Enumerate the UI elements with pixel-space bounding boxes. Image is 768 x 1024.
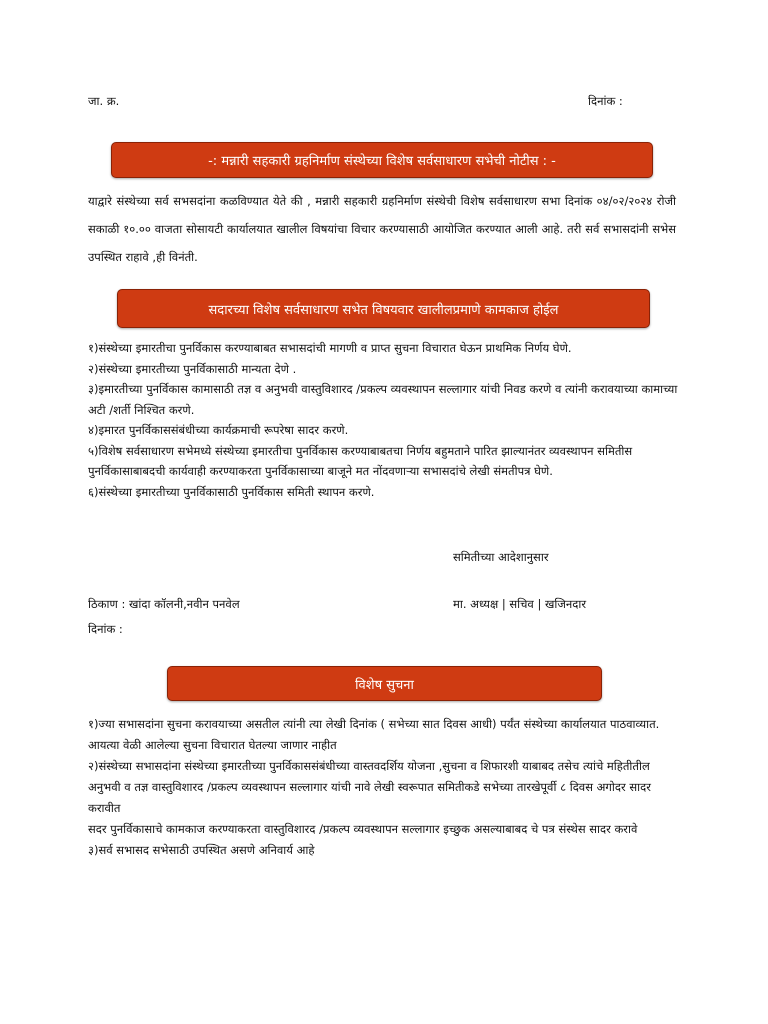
footer-date-label: दिनांक :: [88, 622, 123, 636]
special-note: १)ज्या सभासदांना सुचना करावयाच्या असतील त्यांनी त्या लेखी दिनांक ( सभेच्या सात दिवस आधी) पर्यंत संस्थेच्या कार्यालयात पाठवाव्यात. आयत्या वेळी आलेल्या सुचना विचारात घेतल्या जाणार नाहीत: [88, 717, 660, 752]
special-notes-title: विशेष सुचना: [355, 677, 414, 693]
agenda-item: ४)इमारत पुनर्विकाससंबंधीच्या कार्यक्रमाची रूपरेषा सादर करणे.: [88, 423, 349, 437]
notice-title: -: मन्नारी सहकारी ग्रहनिर्माण संस्थेच्या विशेष सर्वसाधारण सभेची नोटीस : -: [208, 154, 556, 169]
agenda-title: सदारच्या विशेष सर्वसाधारण सभेत विषयवार खालीलप्रमाणे कामकाज होईल: [208, 302, 559, 318]
signatories-line: मा. अध्यक्ष | सचिव | खजिनदार: [453, 597, 587, 611]
special-notes-list: [88, 714, 684, 861]
agenda-item: ६)संस्थेच्या इमारतीच्या पुनर्विकासाठी पुनर्विकास समिती स्थापन करणे.: [88, 484, 375, 499]
notice-title-banner: [111, 142, 653, 178]
reference-number-label: जा. क्र.: [88, 94, 120, 108]
committee-order: समितीच्या आदेशानुसार: [453, 550, 549, 564]
place-line: ठिकाण : खांदा कॉलनी,नवीन पनवेल: [88, 597, 240, 611]
date-label: दिनांक :: [588, 94, 623, 108]
intro-paragraph: याद्वारे संस्थेच्या सर्व सभसदांना कळविण्यात येते की , मन्नारी सहकारी ग्रहनिर्माण संस्थेची विशेष सर्वसाधारण सभा दिनांक ०४/०२/२०२४ रोजी सकाळी १०.०० वाजता सोसायटी कार्यालयात खालील विषयांचा विचार करण्यासाठी आयोजित करण्यात आली आहे. तरी सर्व सभासदांनी सभेस उपस्थित राहावे ,ही विनंती.: [88, 194, 676, 264]
agenda-item: ३)इमारतीच्या पुनर्विकास कामासाठी तज्ञ व अनुभवी वास्तुविशारद /प्रकल्प व्यवस्थापन सल्लागार यांची निवड करणे व त्यांनी करावयाच्या कामाच्या अटी /शर्ती निश्चित करणे.: [88, 382, 678, 417]
agenda-item: १)संस्थेच्या इमारतीचा पुनर्विकास करण्याबाबत सभासदांची मागणी व प्राप्त सुचना विचारात घेऊन प्राथमिक निर्णय घेणे.: [88, 341, 572, 355]
agenda-list: [88, 338, 678, 502]
special-note: ३)सर्व सभासद सभेसाठी उपस्थित असणे अनिवार्य आहे: [88, 843, 315, 857]
special-note: सदर पुनर्विकासाचे कामकाज करण्याकरता वास्तुविशारद /प्रकल्प व्यवस्थापन सल्लागार इच्छुक असल्याबाबद चे पत्र संस्थेस सादर करावे: [88, 822, 638, 836]
agenda-item: ५)विशेष सर्वसाधारण सभेमध्ये संस्थेच्या इमारतीचा पुनर्विकास करण्याबाबतचा निर्णय बहुमताने पारित झाल्यानंतर व्यवस्थापन समितीस पुनर्विकासाबाबदची कार्यवाही करण्याकरता पुनर्विकासाच्या बाजूने मत नोंदवणाऱ्या सभासदांचे लेखी संमतीपत्र घेणे.: [88, 443, 633, 478]
special-note: २)संस्थेच्या सभासदांना संस्थेच्या इमारतीच्या पुनर्विकाससंबंधीच्या वास्तवदर्शिय योजना ,सुचना व शिफारशी याबाबद तसेच त्यांचे महितीतील अनुभवी व तज्ञ वास्तुविशारद /प्रकल्प व्यवस्थापन सल्लागार यांची नावे लेखी स्वरूपात समितीकडे सभेच्या तारखेपूर्वी ८ दिवस अगोदर सादर करावीत: [88, 759, 651, 815]
special-notes-banner: [167, 666, 602, 701]
agenda-banner: [117, 289, 650, 328]
agenda-item: २)संस्थेच्या इमारतीच्या पुनर्विकासाठी मान्यता देणे .: [88, 361, 297, 376]
